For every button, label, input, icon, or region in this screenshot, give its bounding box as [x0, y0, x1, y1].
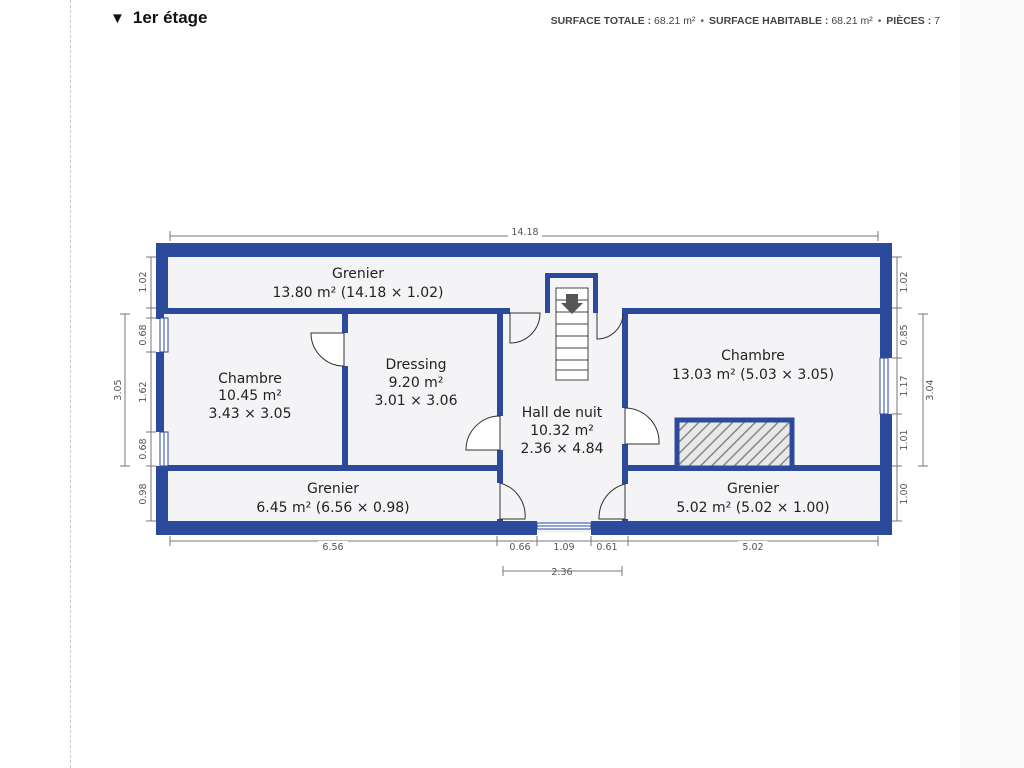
wall-hall-right-b	[622, 444, 628, 484]
dim-top: 14.18	[511, 227, 539, 238]
dim-left-total: 3.05	[113, 379, 124, 401]
dressing-name: Dressing	[385, 357, 447, 373]
chambre-left-area: 10.45 m²	[218, 388, 282, 404]
collapse-triangle-icon[interactable]: ▼	[110, 9, 125, 27]
wall-right-upper	[880, 243, 892, 358]
wall-left-seg2	[156, 352, 164, 432]
wall-grenier-bl-top	[160, 465, 500, 471]
dressing-area: 9.20 m²	[388, 375, 444, 391]
wall-right-lower	[880, 414, 892, 535]
wall-grenier-sep-right	[622, 308, 884, 314]
chimney-block	[677, 420, 792, 468]
wall-bottom-left	[156, 521, 537, 535]
stair-wall-left	[545, 273, 550, 313]
chambre-right-area: 13.03 m² (5.03 × 3.05)	[671, 367, 835, 383]
wall-grenier-sep-left	[160, 308, 510, 314]
wall-hall-right-c	[622, 519, 628, 531]
dim-right-top: 1.02	[899, 271, 910, 293]
habitable-surface-value: 68.21 m²	[831, 15, 873, 27]
dressing-dims: 3.01 × 3.06	[374, 393, 458, 409]
dim-right-window: 1.17	[899, 375, 910, 397]
wall-left-upper	[156, 243, 168, 313]
dim-left-bottom: 0.98	[138, 483, 149, 505]
dim-left-mid: 1.62	[138, 381, 149, 403]
dim-bottom-c: 0.61	[596, 542, 618, 553]
dim-left-lower-window: 0.68	[138, 438, 149, 460]
chambre-left-dims: 3.43 × 3.05	[208, 406, 292, 422]
dim-bottom-right: 5.02	[742, 542, 764, 553]
hall-area: 10.32 m²	[530, 423, 594, 439]
total-surface-value: 68.21 m²	[654, 15, 696, 27]
rooms-count-value: 7	[934, 15, 940, 27]
stair-wall-top	[545, 273, 598, 278]
hall-dims: 2.36 × 4.84	[520, 441, 604, 457]
dim-bottom-left: 6.56	[322, 542, 344, 553]
dim-right-bottom: 1.00	[899, 483, 910, 505]
dim-left-upper-window: 0.68	[138, 324, 149, 346]
grenier-top-name: Grenier	[331, 266, 385, 282]
chambre-left-name: Chambre	[218, 371, 282, 387]
dim-bottom-a: 0.66	[509, 542, 531, 553]
grenier-br-area: 5.02 m² (5.02 × 1.00)	[676, 500, 830, 516]
dim-bottom-b: 1.09	[553, 542, 575, 553]
floor-title: 1er étage	[132, 8, 208, 27]
stats-separator: •	[877, 15, 882, 27]
stair-wall-right	[593, 273, 598, 313]
wall-hall-left-a	[497, 312, 503, 416]
wall-hall-right-a	[622, 312, 628, 408]
wall-hall-left-c	[497, 519, 503, 531]
habitable-surface-label: SURFACE HABITABLE :	[709, 15, 829, 27]
chambre-right-name: Chambre	[721, 348, 785, 364]
grenier-br-name: Grenier	[726, 481, 780, 497]
hall-name: Hall de nuit	[521, 405, 603, 421]
total-surface-label: SURFACE TOTALE :	[550, 15, 652, 27]
dim-bottom-hall: 2.36	[551, 567, 573, 578]
wall-chambre-dressing-b	[342, 366, 348, 470]
grenier-bl-name: Grenier	[306, 481, 360, 497]
grenier-bl-area: 6.45 m² (6.56 × 0.98)	[256, 500, 410, 516]
dim-right-total: 3.04	[925, 379, 936, 401]
wall-top	[156, 243, 892, 257]
dim-left-top: 1.02	[138, 271, 149, 293]
dim-right-lower: 1.01	[899, 429, 910, 451]
dim-right-upper: 0.85	[899, 324, 910, 346]
grenier-top-area: 13.80 m² (14.18 × 1.02)	[272, 285, 444, 301]
wall-hall-left-b	[497, 450, 503, 483]
rooms-count-label: PIÈCES :	[886, 15, 932, 27]
stats-separator: •	[700, 15, 705, 27]
wall-chambre-dressing-a	[342, 312, 348, 333]
wall-bottom-right	[591, 521, 892, 535]
